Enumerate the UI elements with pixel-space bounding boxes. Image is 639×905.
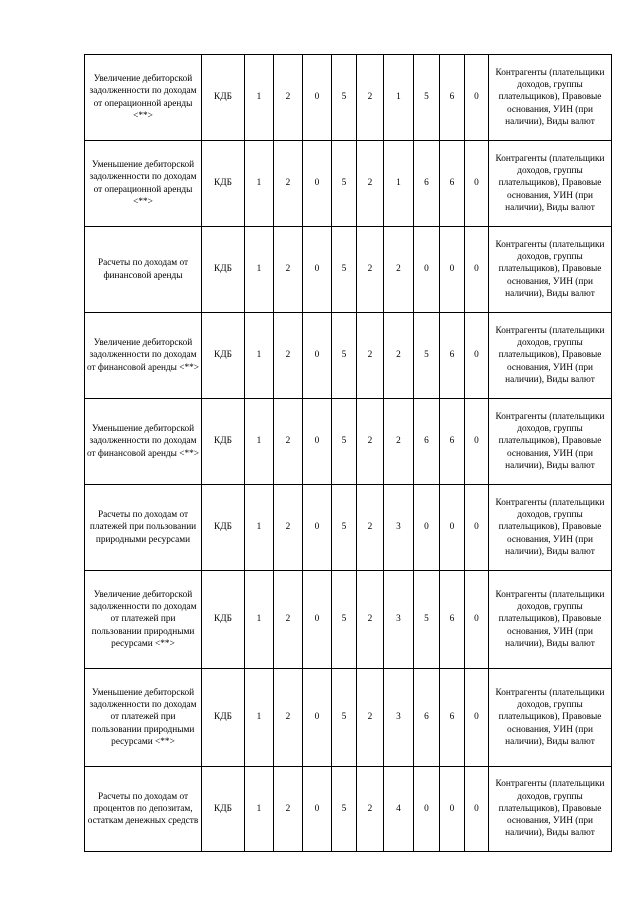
account-digit-cell: 1 xyxy=(245,227,274,313)
account-digit-cell: 2 xyxy=(357,55,384,141)
account-digit-cell: 0 xyxy=(465,571,489,669)
account-digit-cell: 1 xyxy=(245,399,274,485)
budget-code-cell: КДБ xyxy=(202,399,245,485)
table-row xyxy=(85,141,612,227)
table-row xyxy=(85,669,612,767)
table-row xyxy=(85,55,612,141)
table-row xyxy=(85,313,612,399)
account-digit-cell: 2 xyxy=(274,571,303,669)
accounts-table xyxy=(84,54,612,852)
account-digit-cell: 0 xyxy=(414,227,440,313)
account-digit-cell: 3 xyxy=(384,571,414,669)
account-digit-cell: 0 xyxy=(303,313,332,399)
account-digit-cell: 0 xyxy=(465,767,489,852)
account-digit-cell: 0 xyxy=(465,669,489,767)
account-digit-cell: 6 xyxy=(440,141,465,227)
account-digit-cell: 0 xyxy=(465,485,489,571)
account-digit-cell: 5 xyxy=(332,571,357,669)
account-digit-cell: 6 xyxy=(414,669,440,767)
account-name-cell: Уменьшение дебиторской задолженности по доходам от операционной аренды <**> xyxy=(85,141,202,227)
account-digit-cell: 0 xyxy=(465,141,489,227)
budget-code-cell: КДБ xyxy=(202,485,245,571)
account-digit-cell: 0 xyxy=(303,669,332,767)
account-digit-cell: 3 xyxy=(384,669,414,767)
account-digit-cell: 6 xyxy=(440,55,465,141)
account-digit-cell: 2 xyxy=(384,227,414,313)
budget-code-cell: КДБ xyxy=(202,767,245,852)
account-digit-cell: 2 xyxy=(274,55,303,141)
account-digit-cell: 1 xyxy=(245,55,274,141)
account-digit-cell: 0 xyxy=(303,227,332,313)
account-digit-cell: 2 xyxy=(274,669,303,767)
account-digit-cell: 0 xyxy=(414,485,440,571)
account-digit-cell: 5 xyxy=(414,571,440,669)
account-digit-cell: 1 xyxy=(245,141,274,227)
account-digit-cell: 5 xyxy=(332,767,357,852)
account-digit-cell: 2 xyxy=(274,141,303,227)
table-body xyxy=(85,55,612,852)
account-name-cell: Расчеты по доходам от процентов по депозитам, остаткам денежных средств xyxy=(85,767,202,852)
account-digit-cell: 1 xyxy=(245,767,274,852)
analytics-cell: Контрагенты (плательщики доходов, группы плательщиков), Правовые основания, УИН (при наличии), Виды валют xyxy=(489,571,612,669)
account-digit-cell: 1 xyxy=(245,571,274,669)
analytics-cell: Контрагенты (плательщики доходов, группы плательщиков), Правовые основания, УИН (при наличии), Виды валют xyxy=(489,399,612,485)
account-digit-cell: 2 xyxy=(384,313,414,399)
account-digit-cell: 0 xyxy=(303,141,332,227)
account-digit-cell: 6 xyxy=(440,669,465,767)
account-digit-cell: 0 xyxy=(465,55,489,141)
analytics-cell: Контрагенты (плательщики доходов, группы плательщиков), Правовые основания, УИН (при наличии), Виды валют xyxy=(489,669,612,767)
budget-code-cell: КДБ xyxy=(202,227,245,313)
budget-code-cell: КДБ xyxy=(202,669,245,767)
account-digit-cell: 2 xyxy=(357,485,384,571)
account-digit-cell: 0 xyxy=(303,55,332,141)
account-digit-cell: 5 xyxy=(332,669,357,767)
account-digit-cell: 2 xyxy=(274,767,303,852)
account-digit-cell: 5 xyxy=(332,227,357,313)
account-name-cell: Уменьшение дебиторской задолженности по доходам от финансовой аренды <**> xyxy=(85,399,202,485)
analytics-cell: Контрагенты (плательщики доходов, группы плательщиков), Правовые основания, УИН (при наличии), Виды валют xyxy=(489,227,612,313)
table-row xyxy=(85,399,612,485)
account-digit-cell: 0 xyxy=(303,485,332,571)
account-digit-cell: 0 xyxy=(465,399,489,485)
analytics-cell: Контрагенты (плательщики доходов, группы плательщиков), Правовые основания, УИН (при наличии), Виды валют xyxy=(489,55,612,141)
account-name-cell: Увеличение дебиторской задолженности по доходам от платежей при пользовании природными ресурсами <**> xyxy=(85,571,202,669)
account-digit-cell: 6 xyxy=(414,399,440,485)
account-digit-cell: 6 xyxy=(440,399,465,485)
budget-code-cell: КДБ xyxy=(202,55,245,141)
budget-code-cell: КДБ xyxy=(202,313,245,399)
account-name-cell: Уменьшение дебиторской задолженности по доходам от платежей при пользовании природными ресурсами <**> xyxy=(85,669,202,767)
table-row xyxy=(85,767,612,852)
account-digit-cell: 1 xyxy=(245,669,274,767)
account-digit-cell: 1 xyxy=(384,55,414,141)
account-digit-cell: 5 xyxy=(332,485,357,571)
account-digit-cell: 2 xyxy=(357,141,384,227)
account-digit-cell: 0 xyxy=(303,399,332,485)
account-digit-cell: 5 xyxy=(332,141,357,227)
account-digit-cell: 1 xyxy=(384,141,414,227)
account-digit-cell: 2 xyxy=(357,399,384,485)
account-digit-cell: 5 xyxy=(332,399,357,485)
account-digit-cell: 0 xyxy=(440,485,465,571)
account-digit-cell: 4 xyxy=(384,767,414,852)
account-digit-cell: 6 xyxy=(440,313,465,399)
account-name-cell: Увеличение дебиторской задолженности по доходам от операционной аренды <**> xyxy=(85,55,202,141)
account-digit-cell: 2 xyxy=(384,399,414,485)
account-digit-cell: 0 xyxy=(414,767,440,852)
account-digit-cell: 2 xyxy=(357,669,384,767)
account-digit-cell: 2 xyxy=(274,313,303,399)
account-digit-cell: 0 xyxy=(303,767,332,852)
budget-code-cell: КДБ xyxy=(202,571,245,669)
account-digit-cell: 0 xyxy=(465,227,489,313)
account-digit-cell: 5 xyxy=(414,55,440,141)
account-digit-cell: 2 xyxy=(357,767,384,852)
account-digit-cell: 1 xyxy=(245,485,274,571)
account-digit-cell: 2 xyxy=(274,399,303,485)
account-digit-cell: 2 xyxy=(357,313,384,399)
account-name-cell: Расчеты по доходам от финансовой аренды xyxy=(85,227,202,313)
analytics-cell: Контрагенты (плательщики доходов, группы плательщиков), Правовые основания, УИН (при наличии), Виды валют xyxy=(489,767,612,852)
account-digit-cell: 2 xyxy=(357,227,384,313)
account-digit-cell: 6 xyxy=(414,141,440,227)
account-digit-cell: 0 xyxy=(303,571,332,669)
account-digit-cell: 0 xyxy=(465,313,489,399)
account-digit-cell: 1 xyxy=(245,313,274,399)
account-digit-cell: 2 xyxy=(357,571,384,669)
budget-code-cell: КДБ xyxy=(202,141,245,227)
account-name-cell: Расчеты по доходам от платежей при пользовании природными ресурсами xyxy=(85,485,202,571)
analytics-cell: Контрагенты (плательщики доходов, группы плательщиков), Правовые основания, УИН (при наличии), Виды валют xyxy=(489,485,612,571)
table-row xyxy=(85,485,612,571)
account-digit-cell: 0 xyxy=(440,767,465,852)
table-row xyxy=(85,571,612,669)
account-digit-cell: 3 xyxy=(384,485,414,571)
account-name-cell: Увеличение дебиторской задолженности по доходам от финансовой аренды <**> xyxy=(85,313,202,399)
account-digit-cell: 2 xyxy=(274,485,303,571)
account-digit-cell: 5 xyxy=(332,313,357,399)
analytics-cell: Контрагенты (плательщики доходов, группы плательщиков), Правовые основания, УИН (при наличии), Виды валют xyxy=(489,313,612,399)
account-digit-cell: 5 xyxy=(332,55,357,141)
analytics-cell: Контрагенты (плательщики доходов, группы плательщиков), Правовые основания, УИН (при наличии), Виды валют xyxy=(489,141,612,227)
table-row xyxy=(85,227,612,313)
account-digit-cell: 2 xyxy=(274,227,303,313)
account-digit-cell: 6 xyxy=(440,571,465,669)
account-digit-cell: 0 xyxy=(440,227,465,313)
account-digit-cell: 5 xyxy=(414,313,440,399)
